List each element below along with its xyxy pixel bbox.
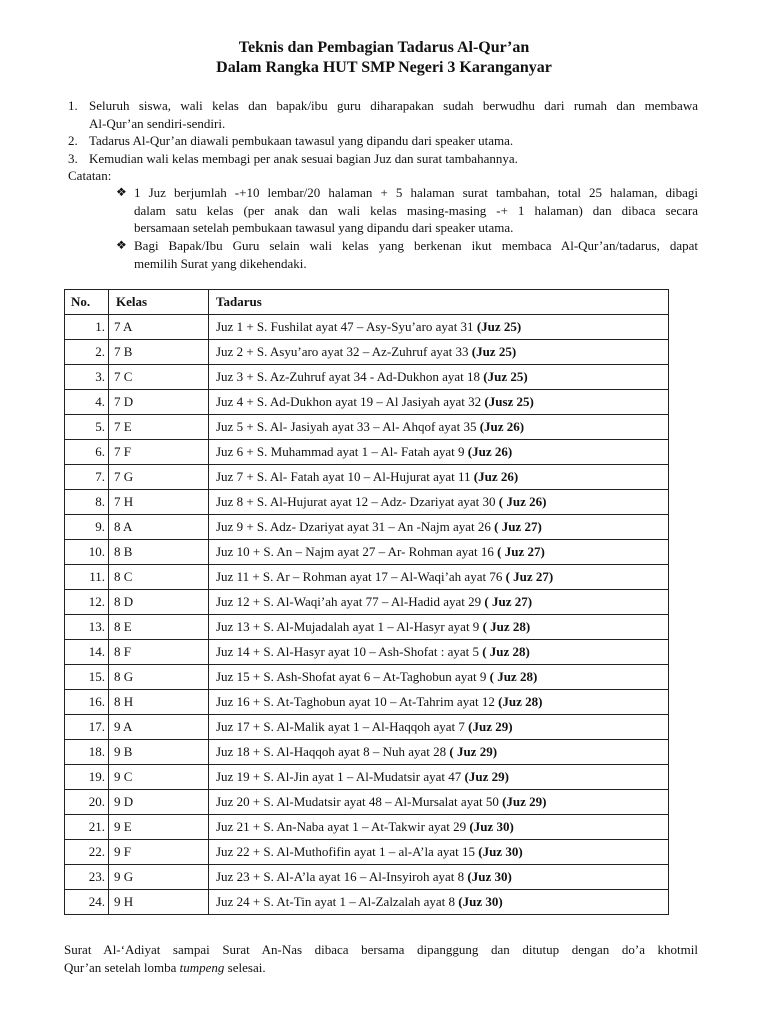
table-row (65, 465, 669, 490)
footer-line-2-start: Qur’an setelah lomba (64, 960, 180, 975)
row-juz-label: ( Juz 27) (497, 544, 545, 559)
row-number: 1. (65, 315, 109, 340)
row-kelas: 9 F (109, 840, 209, 865)
row-juz-label: ( Juz 27) (484, 594, 533, 609)
instruction-1-text: Seluruh siswa, wali kelas dan bapak/ibu guru diharapakan sudah berwudhu dari rumah dan membawa (89, 98, 698, 113)
row-juz-label: (Juz 30) (469, 819, 514, 834)
row-number: 20. (65, 790, 109, 815)
table-row (65, 315, 669, 340)
table-row (65, 740, 669, 765)
table-row (65, 890, 669, 915)
row-kelas: 8 G (109, 665, 209, 690)
row-kelas: 9 C (109, 765, 209, 790)
row-kelas: 9 E (109, 815, 209, 840)
row-tadarus-text: Juz 17 + S. Al-Malik ayat 1 – Al-Haqqoh ayat 7 (216, 719, 469, 734)
row-juz-label: ( Juz 29) (449, 744, 498, 759)
row-number: 18. (65, 740, 109, 765)
row-kelas: 7 B (109, 340, 209, 365)
row-tadarus (209, 590, 669, 615)
row-tadarus-text: Juz 16 + S. At-Taghobun ayat 10 – At-Tahrim ayat 12 (216, 694, 499, 709)
header-tadarus: Tadarus (209, 290, 669, 315)
diamond-bullet-icon: ❖ (116, 185, 127, 199)
row-kelas: 8 F (109, 640, 209, 665)
row-kelas: 8 D (109, 590, 209, 615)
header-no: No. (65, 290, 109, 315)
row-tadarus-text: Juz 1 + S. Fushilat ayat 47 – Asy-Syu’aro ayat 31 (216, 319, 477, 334)
row-kelas: 8 C (109, 565, 209, 590)
row-kelas: 7 G (109, 465, 209, 490)
row-juz-label: ( Juz 27) (505, 569, 554, 584)
table-row (65, 640, 669, 665)
row-juz-label: (Juz 29) (502, 794, 547, 809)
row-kelas: 8 H (109, 690, 209, 715)
row-tadarus-text: Juz 24 + S. At-Tin ayat 1 – Al-Zalzalah ayat 8 (216, 894, 459, 909)
row-tadarus (209, 665, 669, 690)
row-number: 24. (65, 890, 109, 915)
header-kelas: Kelas (109, 290, 209, 315)
row-tadarus (209, 365, 669, 390)
row-juz-label: (Juz 25) (483, 369, 528, 384)
row-tadarus-text: Juz 3 + S. Az-Zuhruf ayat 34 - Ad-Dukhon ayat 18 (216, 369, 484, 384)
row-number: 22. (65, 840, 109, 865)
note-2-line-1: Bagi Bapak/Ibu Guru selain wali kelas yang berkenan ikut membaca Al-Qur’an/tadarus, dapat (134, 238, 698, 253)
row-tadarus-text: Juz 20 + S. Al-Mudatsir ayat 48 – Al-Mursalat ayat 50 (216, 794, 503, 809)
row-kelas: 9 A (109, 715, 209, 740)
row-number: 17. (65, 715, 109, 740)
row-juz-label: (Juz 25) (476, 319, 522, 334)
tadarus-table (64, 289, 669, 915)
table-row (65, 840, 669, 865)
footer-line-2-end: selesai. (224, 960, 266, 975)
row-number: 13. (65, 615, 109, 640)
row-tadarus (209, 615, 669, 640)
row-juz-label: (Juz 26) (479, 419, 525, 434)
row-tadarus (209, 540, 669, 565)
table-row (65, 715, 669, 740)
row-kelas: 7 F (109, 440, 209, 465)
row-tadarus (209, 840, 669, 865)
document-title-line2: Dalam Rangka HUT SMP Negeri 3 Karanganyar (216, 59, 552, 76)
row-number: 11. (65, 565, 109, 590)
table-row (65, 365, 669, 390)
row-tadarus (209, 415, 669, 440)
table-header-row (65, 290, 669, 315)
row-tadarus (209, 890, 669, 915)
table-row (65, 515, 669, 540)
row-tadarus (209, 340, 669, 365)
row-tadarus (209, 515, 669, 540)
row-tadarus-text: Juz 6 + S. Muhammad ayat 1 – Al- Fatah ayat 9 (216, 444, 468, 459)
row-tadarus-text: Juz 9 + S. Adz- Dzariyat ayat 31 – An -Najm ayat 26 (216, 519, 495, 534)
row-juz-label: (Juz 26) (467, 444, 513, 459)
row-number: 4. (65, 390, 109, 415)
row-tadarus-text: Juz 21 + S. An-Naba ayat 1 – At-Takwir ayat 29 (216, 819, 470, 834)
instruction-1-text-cont: Al-Qur’an sendiri-sendiri. (89, 116, 226, 131)
row-tadarus (209, 490, 669, 515)
row-juz-label: (Jusz 25) (484, 394, 534, 409)
row-number: 12. (65, 590, 109, 615)
table-row (65, 865, 669, 890)
note-2-line-2: memilih Surat yang dikehendaki. (134, 256, 307, 271)
notes-label: Catatan: (68, 168, 112, 183)
row-juz-label: (Juz 30) (458, 894, 503, 909)
row-tadarus-text: Juz 7 + S. Al- Fatah ayat 10 – Al-Hujurat ayat 11 (216, 469, 474, 484)
row-tadarus-text: Juz 10 + S. An – Najm ayat 27 – Ar- Rohman ayat 16 (216, 544, 498, 559)
row-number: 3. (65, 365, 109, 390)
row-kelas: 9 H (109, 890, 209, 915)
row-kelas: 7 D (109, 390, 209, 415)
table-row (65, 390, 669, 415)
row-juz-label: (Juz 30) (478, 844, 523, 859)
row-number: 9. (65, 515, 109, 540)
footer-line-1: Surat Al-‘Adiyat sampai Surat An-Nas dibaca bersama dipanggung dan ditutup dengan do’a khotmil (64, 942, 698, 957)
row-juz-label: (Juz 26) (473, 469, 519, 484)
row-tadarus (209, 815, 669, 840)
row-tadarus (209, 765, 669, 790)
row-tadarus (209, 865, 669, 890)
table-body (65, 315, 669, 915)
row-kelas: 8 B (109, 540, 209, 565)
row-tadarus-text: Juz 11 + S. Ar – Rohman ayat 17 – Al-Waqi’ah ayat 76 (216, 569, 506, 584)
table-row (65, 765, 669, 790)
row-number: 14. (65, 640, 109, 665)
row-tadarus (209, 690, 669, 715)
row-tadarus-text: Juz 13 + S. Al-Mujadalah ayat 1 – Al-Hasyr ayat 9 (216, 619, 483, 634)
row-number: 23. (65, 865, 109, 890)
note-1-line-2: dalam satu kelas (per anak dan wali kelas masing-masing -+ 1 halaman) dan dibaca secara (134, 203, 698, 218)
row-juz-label: ( Juz 28) (489, 669, 538, 684)
row-tadarus-text: Juz 19 + S. Al-Jin ayat 1 – Al-Mudatsir ayat 47 (216, 769, 465, 784)
row-tadarus (209, 715, 669, 740)
row-kelas: 7 A (109, 315, 209, 340)
table-row (65, 490, 669, 515)
table-row (65, 590, 669, 615)
table-row (65, 540, 669, 565)
diamond-bullet-icon: ❖ (116, 238, 127, 252)
row-tadarus-text: Juz 18 + S. Al-Haqqoh ayat 8 – Nuh ayat 28 (216, 744, 450, 759)
row-number: 19. (65, 765, 109, 790)
row-number: 5. (65, 415, 109, 440)
row-tadarus (209, 790, 669, 815)
table-row (65, 440, 669, 465)
row-kelas: 9 D (109, 790, 209, 815)
row-tadarus-text: Juz 8 + S. Al-Hujurat ayat 12 – Adz- Dzariyat ayat 30 (216, 494, 499, 509)
row-juz-label: ( Juz 28) (482, 619, 531, 634)
row-tadarus-text: Juz 14 + S. Al-Hasyr ayat 10 – Ash-Shofat : ayat 5 (216, 644, 483, 659)
row-number: 10. (65, 540, 109, 565)
row-juz-label: (Juz 25) (471, 344, 517, 359)
table-row (65, 665, 669, 690)
table-row (65, 565, 669, 590)
instruction-3-text: Kemudian wali kelas membagi per anak sesuai bagian Juz dan surat tambahannya. (89, 151, 518, 166)
row-tadarus-text: Juz 5 + S. Al- Jasiyah ayat 33 – Al- Ahqof ayat 35 (216, 419, 480, 434)
row-tadarus (209, 440, 669, 465)
instruction-2-text: Tadarus Al-Qur’an diawali pembukaan tawasul yang dipandu dari speaker utama. (89, 133, 514, 148)
table-row (65, 815, 669, 840)
row-tadarus-text: Juz 2 + S. Asyu’aro ayat 32 – Az-Zuhruf ayat 33 (216, 344, 472, 359)
row-tadarus-text: Juz 15 + S. Ash-Shofat ayat 6 – At-Taghobun ayat 9 (216, 669, 490, 684)
row-number: 7. (65, 465, 109, 490)
row-kelas: 9 G (109, 865, 209, 890)
row-kelas: 8 E (109, 615, 209, 640)
row-tadarus-text: Juz 22 + S. Al-Muthofifin ayat 1 – al-A’la ayat 15 (216, 844, 479, 859)
row-number: 16. (65, 690, 109, 715)
row-juz-label: ( Juz 26) (498, 494, 547, 509)
row-juz-label: (Juz 28) (498, 694, 543, 709)
row-number: 2. (65, 340, 109, 365)
row-number: 6. (65, 440, 109, 465)
row-kelas: 7 H (109, 490, 209, 515)
row-juz-label: ( Juz 28) (482, 644, 530, 659)
row-kelas: 7 E (109, 415, 209, 440)
row-number: 15. (65, 665, 109, 690)
row-tadarus (209, 390, 669, 415)
instruction-1-number: 1. (68, 98, 78, 113)
row-tadarus-text: Juz 12 + S. Al-Waqi’ah ayat 77 – Al-Hadid ayat 29 (216, 594, 485, 609)
instruction-2-number: 2. (68, 133, 78, 148)
row-number: 8. (65, 490, 109, 515)
document-title-line1: Teknis dan Pembagian Tadarus Al-Qur’an (238, 39, 530, 56)
row-tadarus (209, 740, 669, 765)
note-1-line-3: bersamaan setelah pembukaan tawasul yang dipandu dari speaker utama. (134, 220, 514, 235)
row-tadarus (209, 465, 669, 490)
row-kelas: 9 B (109, 740, 209, 765)
note-1-line-1: 1 Juz berjumlah -+10 lembar/20 halaman + 5 halaman surat tambahan, total 25 halaman, dibagi (134, 185, 698, 200)
row-number: 21. (65, 815, 109, 840)
row-tadarus-text: Juz 4 + S. Ad-Dukhon ayat 19 – Al Jasiyah ayat 32 (216, 394, 485, 409)
row-tadarus-text: Juz 23 + S. Al-A’la ayat 16 – Al-Insyiroh ayat 8 (216, 869, 468, 884)
table-row (65, 690, 669, 715)
row-juz-label: (Juz 29) (468, 719, 513, 734)
table-row (65, 615, 669, 640)
row-juz-label: (Juz 29) (464, 769, 509, 784)
instruction-3-number: 3. (68, 151, 78, 166)
row-tadarus (209, 640, 669, 665)
table-row (65, 790, 669, 815)
row-juz-label: (Juz 30) (467, 869, 512, 884)
table-row (65, 340, 669, 365)
row-kelas: 7 C (109, 365, 209, 390)
row-juz-label: ( Juz 27) (494, 519, 542, 534)
table-row (65, 415, 669, 440)
footer-italic-word: tumpeng (179, 960, 225, 975)
footer-line-2 (64, 960, 266, 976)
row-tadarus (209, 315, 669, 340)
row-tadarus (209, 565, 669, 590)
row-kelas: 8 A (109, 515, 209, 540)
